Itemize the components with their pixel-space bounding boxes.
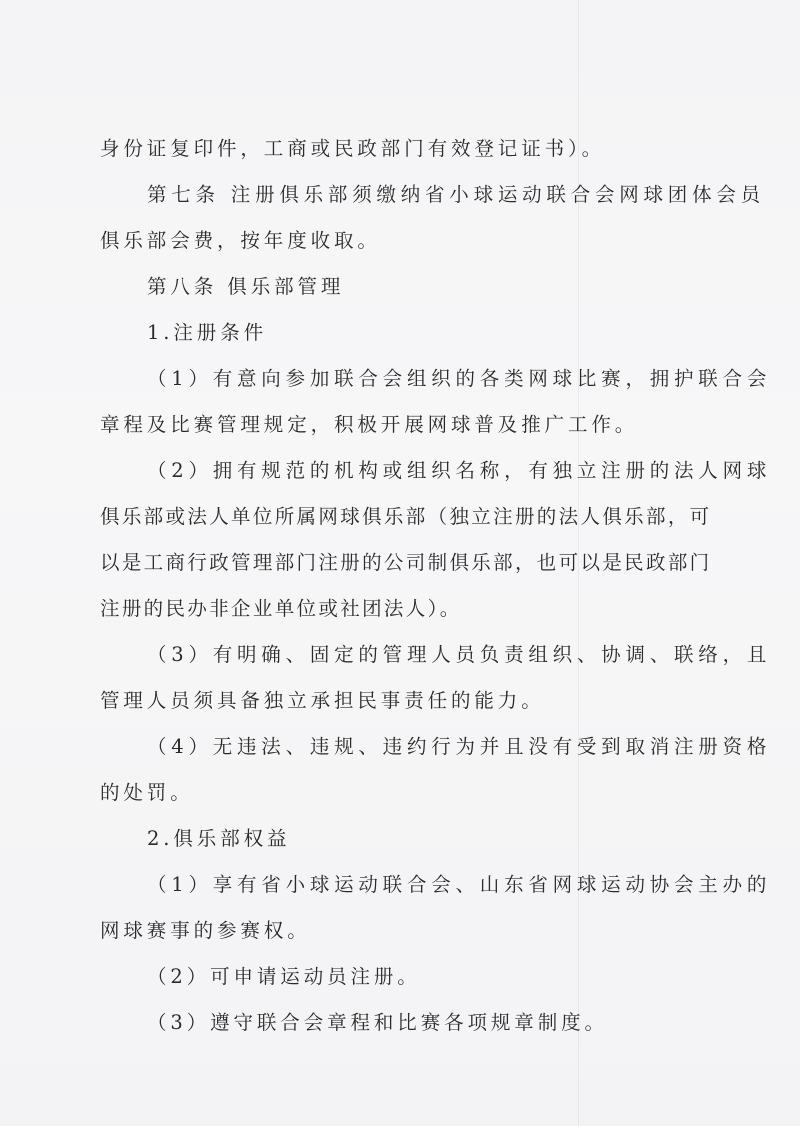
- item-1-2-line-1: （2）拥有规范的机构或组织名称，有独立注册的法人网球: [147, 459, 772, 482]
- article-7-line-2: 俱乐部会费，按年度收取。: [100, 229, 381, 252]
- item-2-1-line-1: （1）享有省小球运动联合会、山东省网球运动协会主办的: [147, 873, 772, 896]
- item-1-3-line-1: （3）有明确、固定的管理人员负责组织、协调、联络，且: [147, 643, 772, 666]
- item-2-1-line-2: 网球赛事的参赛权。: [100, 919, 311, 942]
- article-7-line-1: 第七条 注册俱乐部须缴纳省小球运动联合会网球团体会员: [147, 183, 765, 206]
- item-1-3-line-2: 管理人员须具备独立承担民事责任的能力。: [100, 689, 545, 712]
- item-1-2-line-4: 注册的民办非企业单位或社团法人）。: [100, 597, 462, 620]
- item-1-1-line-2: 章程及比赛管理规定，积极开展网球普及推广工作。: [100, 413, 639, 436]
- section-1-heading: 1.注册条件: [147, 321, 268, 344]
- item-2-2-line-1: （2）可申请运动员注册。: [147, 965, 421, 988]
- item-1-4-line-1: （4）无违法、违规、违约行为并且没有受到取消注册资格: [147, 735, 772, 758]
- item-1-2-line-3: 以是工商行政管理部门注册的公司制俱乐部，也可以是民政部门: [100, 551, 712, 574]
- text-line-1: 身份证复印件，工商或民政部门有效登记证书）。: [100, 137, 606, 160]
- item-1-2-line-2: 俱乐部或法人单位所属网球俱乐部（独立注册的法人俱乐部，可: [100, 505, 712, 528]
- item-1-4-line-2: 的处罚。: [100, 781, 194, 804]
- item-2-3-line-1: （3）遵守联合会章程和比赛各项规章制度。: [147, 1011, 608, 1034]
- article-8-heading: 第八条 俱乐部管理: [147, 275, 345, 298]
- item-1-1-line-1: （1）有意向参加联合会组织的各类网球比赛，拥护联合会: [147, 367, 772, 390]
- section-2-heading: 2.俱乐部权益: [147, 827, 291, 850]
